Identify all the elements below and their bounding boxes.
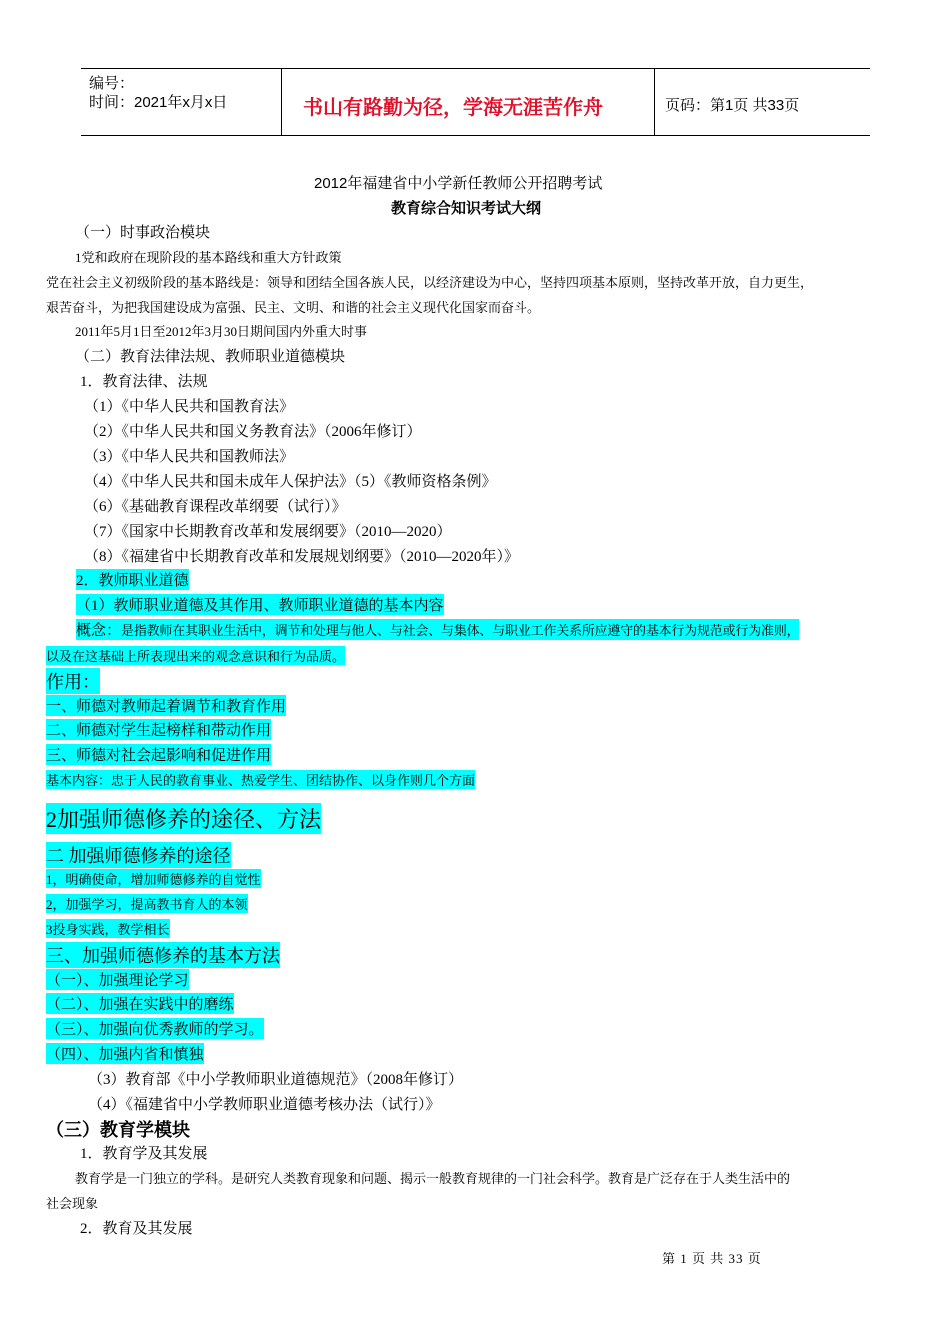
list-item: （2）《中华人民共和国义务教育法》（2006年修订） — [84, 424, 422, 440]
code-label: 编号： — [89, 75, 135, 92]
page-footer: 第 1 页 共 33 页 — [662, 1251, 762, 1266]
list-item: （一）、加强理论学习 — [46, 969, 189, 990]
text-line: 以及在这基础上所表现出来的观念意识和行为品质。 — [46, 646, 345, 665]
definition-line — [76, 619, 799, 640]
list-item: 2．教师职业道德 — [76, 569, 189, 590]
text-line: 社会现象 — [46, 1196, 99, 1211]
list-item: （3）教育部《中小学教师职业道德规范》（2008年修订） — [88, 1072, 464, 1088]
list-item: 二、师德对学生起榜样和带动作用 — [46, 719, 271, 740]
section-heading: （三）教育学模块 — [46, 1120, 190, 1140]
subheading: 作用： — [46, 668, 100, 694]
list-item: （二）、加强在实践中的磨练 — [46, 993, 234, 1014]
list-item: （4）《中华人民共和国未成年人保护法》（5）《教师资格条例》 — [84, 474, 497, 490]
list-item: 2．教育及其发展 — [80, 1221, 193, 1237]
doc-title-line2: 教育综合知识考试大纲 — [391, 200, 542, 217]
list-item: （4）《福建省中小学教师职业道德考核办法（试行）》 — [88, 1097, 441, 1113]
list-item: 三、师德对社会起影响和促进作用 — [46, 744, 271, 765]
header-divider — [654, 69, 655, 135]
section-heading: （二）教育法律法规、教师职业道德模块 — [75, 349, 346, 365]
text-line: 党在社会主义初级阶段的基本路线是：领导和团结全国各族人民，以经济建设为中心，坚持四项基本原则，坚持改革开放，自力更生， — [46, 275, 814, 290]
motto-text: 书山有路勤为径，学海无涯苦作舟 — [303, 97, 603, 119]
list-item: 2，加强学习，提高教书育人的本领 — [46, 894, 248, 913]
list-item: （四）、加强内省和慎独 — [46, 1043, 204, 1064]
list-item: 1．教育学及其发展 — [80, 1146, 208, 1162]
text-line — [75, 1168, 790, 1187]
page-info: 页码：第1页 共33页 — [665, 97, 800, 114]
list-item: （6）《基础教育课程改革纲要（试行）》 — [84, 499, 347, 515]
header-divider — [281, 69, 282, 135]
text-line: 1党和政府在现阶段的基本路线和重大方针政策 — [75, 250, 342, 265]
definition-text: 是指教师在其职业生活中，调节和处理与他人、与社会、与集体、与职业工作关系所应遵守的基本行为规范或行为准则， — [121, 623, 800, 638]
text-line: 艰苦奋斗，为把我国建设成为富强、民主、文明、和谐的社会主义现代化国家而奋斗。 — [46, 300, 541, 315]
list-item: 3投身实践，教学相长 — [46, 919, 170, 938]
list-item: （三）、加强向优秀教师的学习。 — [46, 1018, 264, 1039]
list-item: 1．教育法律、法规 — [80, 374, 208, 390]
list-item: （8）《福建省中长期教育改革和发展规划纲要》（2010—2020年）》 — [84, 549, 520, 565]
list-item: （7）《国家中长期教育改革和发展纲要》（2010—2020） — [84, 524, 452, 540]
list-item: （1）教师职业道德及其作用、教师职业道德的基本内容 — [76, 594, 444, 615]
text-line: 2011年5月1日至2012年3月30日期间国内外重大时事 — [75, 324, 368, 339]
list-item: （1）《中华人民共和国教育法》 — [84, 399, 295, 415]
definition-label: 概念： — [76, 622, 122, 639]
heading-large: 2加强师德修养的途径、方法 — [46, 803, 321, 834]
list-item: 一、师德对教师起着调节和教育作用 — [46, 695, 286, 716]
list-item: 1，明确使命，增加师德修养的自觉性 — [46, 869, 261, 888]
date-label: 时间：2021年x月x日 — [89, 94, 228, 111]
text-line: 基本内容：忠于人民的教育事业、热爱学生、团结协作、以身作则几个方面 — [46, 770, 475, 789]
subheading: 三、加强师德修养的基本方法 — [46, 942, 280, 968]
subheading: 二 加强师德修养的途径 — [46, 842, 231, 868]
section-heading: （一）时事政治模块 — [75, 225, 211, 241]
text-line: 教育学是一门独立的学科。是研究人类教育现象和问题、揭示一般教育规律的一门社会科学。教育是广泛存在于人类生活中的 — [75, 1171, 791, 1186]
list-item: （3）《中华人民共和国教师法》 — [84, 449, 295, 465]
doc-title-line1: 2012年福建省中小学新任教师公开招聘考试 — [314, 175, 603, 192]
